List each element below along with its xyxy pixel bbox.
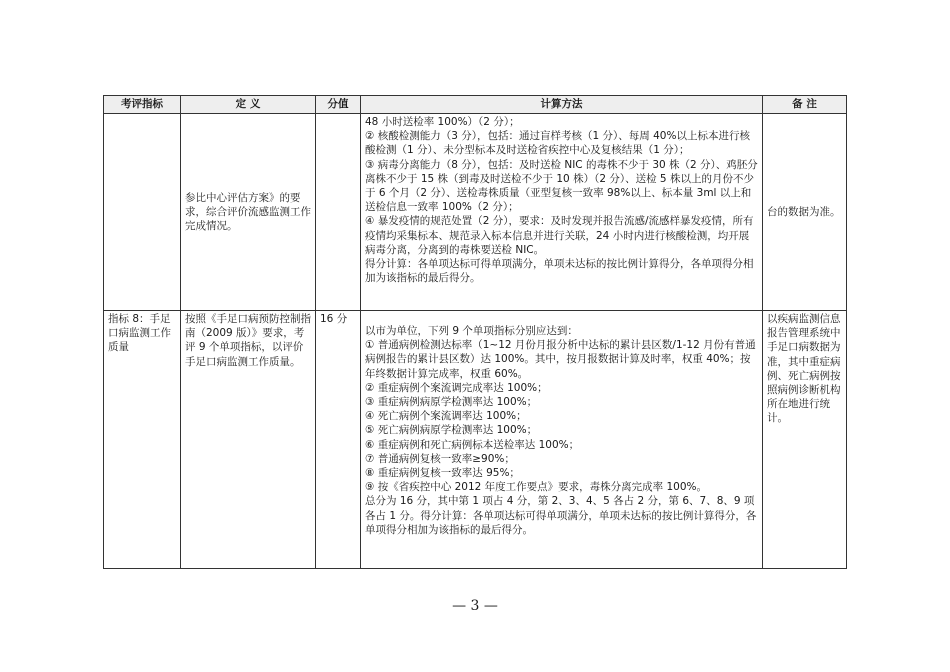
table-row [104, 114, 847, 311]
method-line: ② 重症病例个案流调完成率达 100%； [365, 381, 548, 394]
method-line: ⑨ 按《省疾控中心 2012 年度工作要点》要求，毒株分离完成率 100%。 [365, 481, 708, 494]
method-line: ⑧ 重症病例复核一致率达 95%； [365, 467, 520, 480]
row2-indicator: 指标 8：手足口病监测工作质量 [104, 311, 181, 569]
header-definition: 定 义 [181, 96, 316, 114]
method-line: 以市为单位，下列 9 个单项指标分别应达到： [365, 325, 578, 337]
row2-method [361, 311, 763, 569]
evaluation-table [103, 95, 847, 569]
table-header-row [104, 96, 847, 114]
method-line: ① 普通病例检测达标率（1~12 月份月报分析中达标的累计县区数/1-12 月份有普通病例报告的累计县区数）达 100%。其中，按月报数据计算及时率，权重 40%；按年终数据计算完成率，权重 60%。 [365, 339, 756, 380]
method-line: 得分计算：各单项达标可得单项满分，单项未达标的按比例计算得分，各单项得分相加为该指标的最后得分。 [365, 258, 754, 285]
method-line: 总分为 16 分，其中第 1 项占 4 分，第 2、3、4、5 各占 2 分，第 6、7、8、9 项各占 1 分。得分计算：各单项达标可得单项满分，单项未达标的按比例计算得分，各单项得分相加为该指标的最后得分。 [365, 495, 757, 536]
method-line: ⑥ 重症病例和死亡病例标本送检率达 100%； [365, 438, 580, 451]
row2-score: 16 分 [316, 311, 361, 569]
header-score: 分值 [316, 96, 361, 114]
method-line: ③ 病毒分离能力（8 分），包括：及时送检 NIC 的毒株不少于 30 株（2 分）、鸡胚分离株不少于 15 株（到毒及时送检不少于 10 株）（2 分）、送检 5 株以上的月份不少于 6 个月（2 分）、送检毒株质量（亚型复核一致率 98%以上、标本量 3ml 以上和送检信息一致率 100%（2 分）； [365, 158, 758, 214]
method-line: ④ 死亡病例个案流调率达 100%； [365, 410, 527, 423]
method-line: 48 小时送检率 100%）（2 分）； [365, 116, 520, 128]
table-row [104, 311, 847, 569]
method-line: ⑤ 死亡病例病原学检测率达 100%； [365, 424, 538, 437]
row1-definition: 参比中心评估方案》的要求，综合评价流感监测工作完成情况。 [181, 114, 316, 311]
method-line: ④ 暴发疫情的规范处置（2 分），要求：及时发现并报告流感/流感样暴发疫情，所有疫情均采集标本、规范录入标本信息并进行关联，24 小时内进行核酸检测，均开展病毒分离，分离到的毒株要送检 NIC。 [365, 215, 754, 256]
method-line: ② 核酸检测能力（3 分），包括：通过盲样考核（1 分）、每周 40%以上标本进行核酸检测（1 分）、未分型标本及时送检省疾控中心及复核结果（1 分）； [365, 130, 750, 157]
header-method: 计算方法 [361, 96, 763, 114]
method-line: ③ 重症病例病原学检测率达 100%； [365, 396, 538, 409]
row1-score [316, 114, 361, 311]
page-number: — 3 — [452, 598, 498, 614]
row1-method [361, 114, 763, 311]
row1-indicator [104, 114, 181, 311]
row2-remark: 以疾病监测信息报告管理系统中手足口病数据为准，其中重症病例、死亡病例按照病例诊断机构所在地进行统计。 [763, 311, 847, 569]
method-line: ⑦ 普通病例复核一致率≥90%； [365, 452, 515, 465]
row2-definition: 按照《手足口病预防控制指南（2009 版）》要求，考评 9 个单项指标，以评价手足口病监测工作质量。 [181, 311, 316, 569]
header-indicator: 考评指标 [104, 96, 181, 114]
header-remark: 备 注 [763, 96, 847, 114]
row1-remark: 台的数据为准。 [763, 114, 847, 311]
